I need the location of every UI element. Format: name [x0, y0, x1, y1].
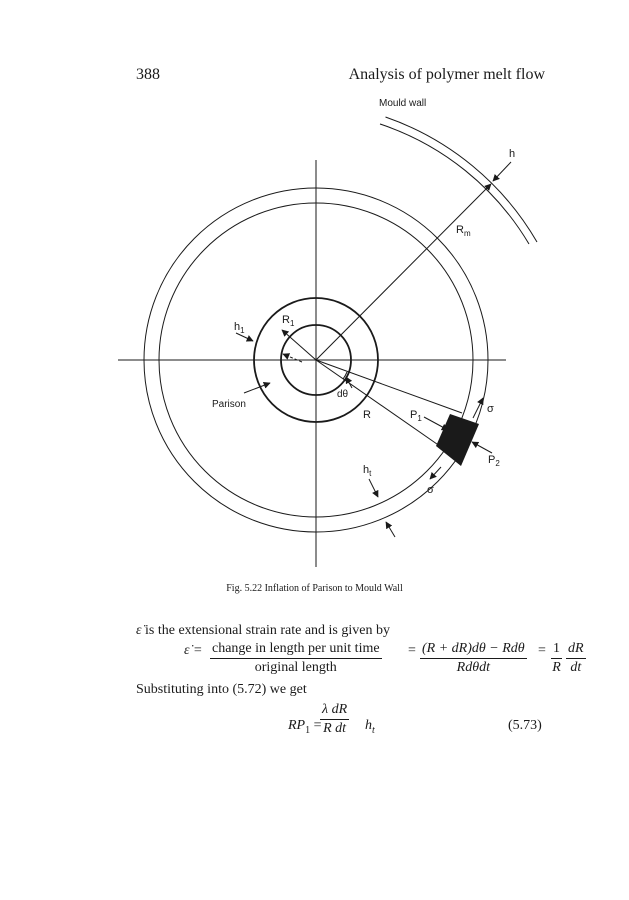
eq1-frac2-denominator: Rdθdt: [456, 660, 490, 675]
p1-pointer: [424, 417, 448, 430]
r-radius-line-lower: [316, 360, 447, 451]
eq1-lhs: ε̇ =: [184, 643, 203, 658]
r-label: R: [363, 409, 371, 421]
r1-label: $R_1$: [282, 314, 295, 328]
rm-radius-line: [316, 184, 491, 360]
eq2-fraction: [320, 702, 349, 737]
eq1-fraction-dr-dt: [566, 641, 586, 676]
eq2-numerator: λ dR: [320, 702, 349, 720]
page-number: 388: [136, 66, 160, 83]
eq2-rhs: [365, 718, 375, 736]
mould-wall-inner-arc: [380, 124, 529, 244]
rm-label: $R_m$: [456, 224, 471, 238]
eq1-frac2-numerator: (R + dR)dθ − Rdθ: [420, 641, 527, 659]
equation-number: (5.73): [508, 718, 542, 733]
parison-label: Parison: [212, 399, 246, 410]
eq1-frac1-numerator: change in length per unit time: [210, 641, 382, 659]
eq1-fraction-words: [210, 641, 382, 676]
p2-label: $P_2$: [488, 454, 500, 468]
eq1-frac3-numerator: 1: [551, 641, 562, 659]
running-head: Analysis of polymer melt flow: [348, 66, 545, 83]
eq1-frac1-denominator: original length: [254, 660, 337, 675]
eq2-denominator: R dt: [323, 721, 347, 736]
substituting-paragraph: Substituting into (5.72) we get: [136, 682, 307, 697]
eq2-lhs-main: RP: [288, 718, 306, 733]
p2-pointer: [472, 442, 492, 453]
dashed-inner-pointer: [283, 354, 302, 362]
figure-caption: Fig. 5.22 Inflation of Parison to Mould Wall: [226, 583, 403, 594]
eq2-rhs-main: h: [365, 718, 372, 733]
eq1-equals-1: =: [408, 643, 416, 658]
eq1-frac3-denominator: R: [552, 660, 561, 675]
dtheta-label: dθ: [337, 389, 349, 400]
eq1-frac4-denominator: dt: [570, 660, 582, 675]
sigma-bottom-arrow: [430, 467, 441, 479]
eq1-fraction-symbolic: [420, 641, 527, 676]
shaded-wall-element: [436, 414, 479, 466]
parison-pointer: [244, 383, 270, 393]
eq2-lhs: [288, 718, 322, 736]
ht-label: $h_t$: [363, 464, 372, 478]
eq1-equals-2: =: [538, 643, 546, 658]
intro-paragraph: [136, 623, 390, 639]
intro-text: is the extensional strain rate and is given by: [141, 623, 390, 638]
eq2-equals: =: [310, 718, 322, 733]
outer-thickness-pointer: [386, 522, 395, 537]
h-pointer: [493, 162, 511, 181]
eq2-rhs-sub: t: [372, 724, 375, 736]
strain-rate-symbol: ε̇: [136, 623, 142, 638]
sigma-bottom-label: σ: [427, 484, 434, 496]
eq2-lhs-sub: 1: [305, 724, 311, 736]
mould-wall-label: Mould wall: [379, 98, 427, 109]
h1-label: $h_1$: [234, 321, 245, 335]
eq1-fraction-one-over-r: [551, 641, 562, 676]
dtheta-pointer: [346, 377, 352, 388]
p1-label: $P_1$: [410, 409, 422, 423]
h-label: h: [509, 148, 516, 160]
ht-pointer: [369, 479, 378, 497]
eq1-frac4-numerator: dR: [566, 641, 586, 659]
sigma-top-label: σ: [487, 403, 494, 415]
